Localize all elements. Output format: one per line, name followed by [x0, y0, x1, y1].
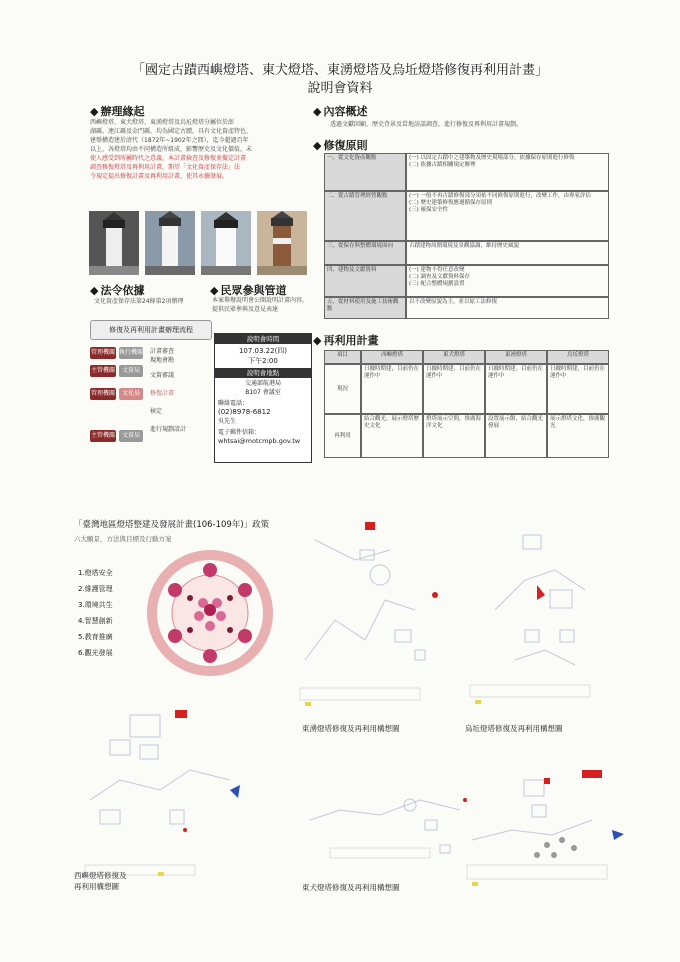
- meeting-contact-name: 吳先生: [218, 418, 237, 425]
- meeting-contact-label: 聯絡電話：: [218, 400, 249, 407]
- section-background-heading: ◆ 辦理緣起: [90, 103, 144, 119]
- reuse-header-row: 項目 西嶼燈塔 東犬燈塔 東湧燈塔 烏坵燈塔: [324, 350, 609, 364]
- map-marker-red-icon: [537, 585, 545, 600]
- background-text: 西嶼燈塔、東犬燈塔、東湧燈塔及烏坵燈塔分屬位於澎 湖縣、連江縣及金門縣，均為國定古蹟，具有文化資產特色， 建築構造建於清代（1872年~1902年之間），迄今超過百年 以上，各燈塔均由不同構造所組成，影響歷史及文化價值，未 使人感受到所屬時代之意義，本計畫檢查及修復並擬定計畫 調查修復燈塔及再利用計畫，期望「文化資產保存法」法 令規定提出修復計畫及再利用計畫，使其永續發展。: [90, 119, 253, 180]
- flow-mid-2: 文化局: [119, 388, 143, 400]
- meeting-time-header: 說明會時間: [215, 334, 311, 344]
- map-marker-red-icon: [365, 522, 438, 598]
- principles-table: [324, 153, 609, 319]
- map-marker-red-icon: [175, 710, 187, 718]
- xiyu-map: [80, 700, 255, 885]
- overview-text: 透過文獻回顧、歷史背景及當地訪談調查，進行修復及再利用計畫規劃。: [330, 121, 523, 128]
- principles-row: 五、從材料使用及施工技術觀點 以不改變原貌為主，並以原工法修復: [324, 297, 609, 319]
- section-overview-heading: ◆ 內容概述: [313, 103, 367, 119]
- reuse-row: 再利用 結合觀光，展示燈塔歷史文化 燈塔展示空間，推廣海洋文化 設置展示館，結合觀光發展 展示燈塔文化，推廣觀光: [324, 414, 609, 458]
- law-text: 文化資產保存法第24條第2項辦理: [94, 298, 184, 305]
- policy-title: 「臺灣地區燈塔整建及發展計畫(106-109年)」政策: [74, 520, 270, 530]
- lighthouse-photo-xiyu: [89, 211, 139, 275]
- flow-chart: [90, 343, 210, 458]
- meeting-time2: 下午2:00: [248, 357, 278, 365]
- section-principles-heading: ◆ 修復原則: [313, 137, 367, 153]
- caption-wuqiu: 烏坵燈塔修復及再利用構想圖: [465, 724, 563, 733]
- document-title: 「國定古蹟西嶼燈塔、東犬燈塔、東湧燈塔及烏坵燈塔修復再利用計畫」: [131, 63, 548, 78]
- participation-text: 本案舉辦說明會公開說明計畫內容，提供民眾參與及意見表達: [212, 297, 309, 313]
- meeting-time: 107.03.22(四): [238, 347, 288, 355]
- policy-list: 1.燈塔安全 2.維護管理 3.環境共生 4.智慧創新 5.教育推廣 6.觀光發展: [78, 569, 113, 657]
- meeting-place-header: 說明會地點: [215, 368, 311, 378]
- caption-dongquan: 東犬燈塔修復及再利用構想圖: [302, 883, 400, 892]
- lighthouse-photo-dongquan: [145, 211, 195, 275]
- map-marker-red-icon: [582, 770, 602, 778]
- flow-mid-3: 文資局: [119, 430, 143, 442]
- policy-wheel-diagram: [135, 548, 285, 678]
- meeting-info-box: [214, 333, 312, 463]
- meeting-place: 交通部航港局: [244, 380, 281, 387]
- lighthouse-photos: [88, 210, 310, 276]
- meeting-email-label: 電子郵件信箱：: [218, 429, 261, 436]
- reuse-row: 現況 日據時期建，目前仍在運作中 日據時期建，目前仍在運作中 日據時期建，目前仍在運作中 日據時期建，目前仍在運作中: [324, 364, 609, 414]
- policy-subtitle: 六大願景，方法與目標及行動方案: [74, 535, 172, 543]
- flow-left-3: 主管機關: [90, 430, 116, 442]
- principles-row: 四、建物及文獻資料 (一) 建物不得任意改變 (二) 調查及文獻資料保存 (三) 配合整體規劃設置: [324, 265, 609, 297]
- section-participation-heading: ◆ 民眾參與管道: [210, 282, 286, 298]
- caption-dongyong: 東湧燈塔修復及再利用構想圖: [302, 724, 400, 733]
- caption-xiyu: 西嶼燈塔修復及 再利用構想圖: [74, 871, 127, 891]
- flow-left-0: 管理機關: [90, 347, 116, 359]
- section-reuse-heading: ◆ 再利用計畫: [313, 332, 378, 348]
- meeting-phone: (02)8978-6812: [218, 408, 271, 416]
- section-law-heading: ◆ 法令依據: [90, 282, 144, 298]
- flow-right-steps: 計畫審查 現地會勘 文資審議 修復計畫 核定 進行規劃設計: [150, 348, 187, 433]
- north-arrow-icon: [612, 830, 624, 840]
- dongyong-map: [295, 510, 470, 715]
- flow-mid-0: 執行機關: [119, 347, 143, 359]
- document-subtitle: 說明會資料: [307, 81, 373, 96]
- meeting-email[interactable]: whtsai@motcmpb.gov.tw: [218, 437, 301, 445]
- wuqiu-map: [465, 510, 615, 715]
- reuse-table: [324, 350, 609, 458]
- meeting-room: B107 會議室: [245, 389, 281, 396]
- lighthouse-photo-wuqiu: [257, 211, 307, 275]
- principles-row: 一、從文化資產觀點 (一) 以固定古蹟中之建築物及歷史現場部分，依據保存原則進行修復 (二) 依據古蹟相關規定辦理: [324, 153, 609, 191]
- flow-left-1: 主管機關: [90, 365, 116, 377]
- flow-mid-1: 文資局: [119, 365, 143, 377]
- principles-row: 三、從保存與整體環境面向 古蹟建物周圍環境及景觀協調，維持歷史風貌: [324, 241, 609, 265]
- flow-left-2: 管理機關: [90, 388, 116, 400]
- bottom-right-map: [462, 760, 637, 890]
- dongquan-map: [300, 760, 470, 875]
- flow-title: 修復及再利用計畫辦理流程: [90, 320, 212, 340]
- principles-row: 二、從古蹟管理經營觀點 (一) 一般不再古蹟修復部分須依不同修復原則進行，改變工作，由專家評估 (二) 歷史建築修復應遵循保存原則 (三) 確保安全性: [324, 191, 609, 241]
- north-arrow-icon: [230, 785, 240, 798]
- lighthouse-photo-dongyong: [201, 211, 251, 275]
